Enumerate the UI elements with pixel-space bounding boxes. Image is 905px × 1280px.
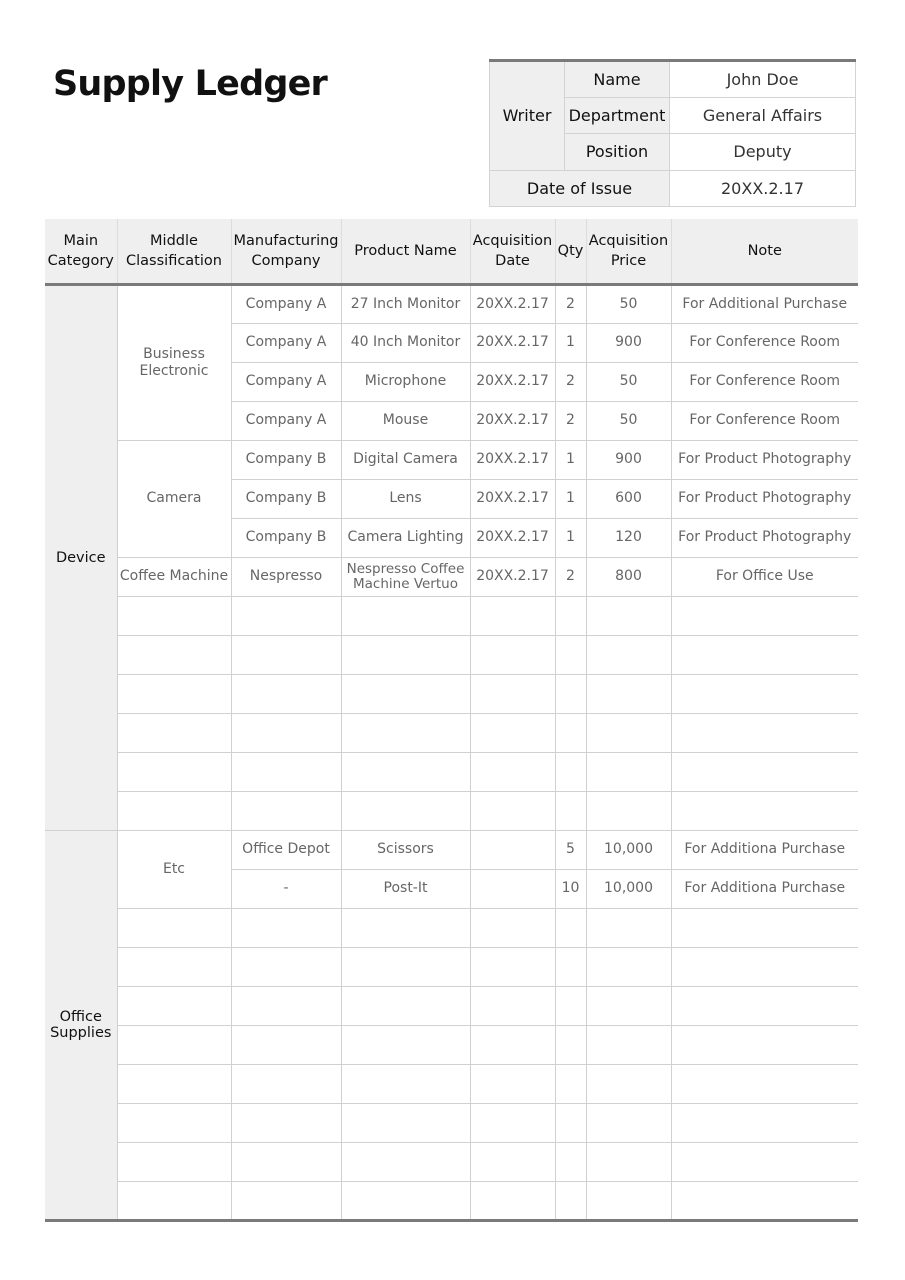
cell-company[interactable]: Company A: [231, 323, 341, 362]
empty-row: [45, 1142, 858, 1181]
empty-cell[interactable]: [231, 635, 341, 674]
empty-cell[interactable]: [470, 1181, 555, 1220]
empty-row: [45, 1025, 858, 1064]
table-row: [45, 830, 858, 869]
header-main-category: Main Category: [45, 219, 117, 284]
empty-cell[interactable]: [231, 1103, 341, 1142]
cell-product[interactable]: 27 Inch Monitor: [341, 284, 470, 323]
empty-cell[interactable]: [555, 1064, 586, 1103]
cell-note[interactable]: For Additiona Purchase: [671, 869, 858, 908]
writer-label: Writer: [490, 61, 565, 171]
name-value[interactable]: John Doe: [670, 61, 856, 98]
empty-cell[interactable]: [671, 1025, 858, 1064]
empty-row: [45, 1181, 858, 1220]
cell-qty[interactable]: 1: [555, 440, 586, 479]
empty-cell[interactable]: [341, 791, 470, 830]
empty-cell[interactable]: [586, 791, 671, 830]
table-row: [45, 440, 858, 479]
writer-info-table: [489, 59, 856, 207]
cell-note[interactable]: For Conference Room: [671, 323, 858, 362]
empty-row: [45, 596, 858, 635]
empty-cell[interactable]: [671, 713, 858, 752]
empty-cell[interactable]: [470, 1025, 555, 1064]
empty-cell[interactable]: [671, 791, 858, 830]
empty-cell[interactable]: [671, 908, 858, 947]
cell-note[interactable]: For Product Photography: [671, 440, 858, 479]
empty-cell[interactable]: [341, 908, 470, 947]
empty-cell[interactable]: [586, 1103, 671, 1142]
cell-company[interactable]: Office Depot: [231, 830, 341, 869]
middle-business-electronic: Business Electronic: [117, 284, 231, 440]
empty-cell[interactable]: [586, 752, 671, 791]
empty-cell[interactable]: [586, 596, 671, 635]
cell-product[interactable]: Digital Camera: [341, 440, 470, 479]
empty-cell[interactable]: [555, 947, 586, 986]
empty-cell[interactable]: [470, 1142, 555, 1181]
cell-date[interactable]: 20XX.2.17: [470, 323, 555, 362]
department-label: Department: [565, 97, 670, 134]
header-middle-classification: Middle Classification: [117, 219, 231, 284]
cell-date[interactable]: 20XX.2.17: [470, 479, 555, 518]
empty-cell[interactable]: [586, 713, 671, 752]
cell-product[interactable]: Mouse: [341, 401, 470, 440]
empty-cell[interactable]: [586, 908, 671, 947]
middle-etc: Etc: [117, 830, 231, 908]
cell-price[interactable]: 120: [586, 518, 671, 557]
empty-cell[interactable]: [586, 986, 671, 1025]
cell-product[interactable]: Lens: [341, 479, 470, 518]
empty-cell[interactable]: [555, 713, 586, 752]
empty-cell[interactable]: [117, 908, 231, 947]
page-title: Supply Ledger: [53, 64, 327, 104]
empty-cell[interactable]: [341, 1181, 470, 1220]
empty-cell[interactable]: [341, 1064, 470, 1103]
empty-cell[interactable]: [586, 1142, 671, 1181]
empty-cell[interactable]: [555, 791, 586, 830]
empty-cell[interactable]: [671, 596, 858, 635]
cell-qty[interactable]: 1: [555, 518, 586, 557]
table-row: [45, 557, 858, 596]
cell-price[interactable]: 10,000: [586, 869, 671, 908]
cell-date[interactable]: 20XX.2.17: [470, 440, 555, 479]
main-category-office-supplies: Office Supplies: [45, 830, 117, 1220]
empty-cell[interactable]: [555, 1103, 586, 1142]
cell-price[interactable]: 900: [586, 440, 671, 479]
empty-row: [45, 1064, 858, 1103]
date-of-issue-value[interactable]: 20XX.2.17: [670, 170, 856, 207]
empty-cell[interactable]: [341, 674, 470, 713]
empty-cell[interactable]: [117, 1142, 231, 1181]
empty-cell[interactable]: [555, 1181, 586, 1220]
name-label: Name: [565, 61, 670, 98]
cell-product[interactable]: Post-It: [341, 869, 470, 908]
empty-cell[interactable]: [470, 713, 555, 752]
empty-cell[interactable]: [231, 986, 341, 1025]
cell-note[interactable]: For Additiona Purchase: [671, 830, 858, 869]
empty-cell[interactable]: [555, 1142, 586, 1181]
empty-cell[interactable]: [470, 674, 555, 713]
cell-qty[interactable]: 10: [555, 869, 586, 908]
empty-cell[interactable]: [470, 791, 555, 830]
empty-cell[interactable]: [341, 1103, 470, 1142]
header-note: Note: [671, 219, 858, 284]
cell-date[interactable]: 20XX.2.17: [470, 401, 555, 440]
empty-row: [45, 1103, 858, 1142]
cell-note[interactable]: For Product Photography: [671, 518, 858, 557]
empty-cell[interactable]: [117, 986, 231, 1025]
main-category-device: Device: [45, 284, 117, 830]
middle-coffee-machine: Coffee Machine: [117, 557, 231, 596]
cell-price[interactable]: 50: [586, 401, 671, 440]
header-acquisition-price: Acquisition Price: [586, 219, 671, 284]
empty-cell[interactable]: [671, 947, 858, 986]
empty-cell[interactable]: [341, 713, 470, 752]
empty-cell[interactable]: [671, 1064, 858, 1103]
table-row: [45, 284, 858, 323]
cell-company[interactable]: -: [231, 869, 341, 908]
cell-qty[interactable]: 2: [555, 557, 586, 596]
cell-qty[interactable]: 2: [555, 401, 586, 440]
cell-note[interactable]: For Conference Room: [671, 362, 858, 401]
empty-cell[interactable]: [586, 674, 671, 713]
cell-date[interactable]: [470, 869, 555, 908]
empty-cell[interactable]: [470, 1103, 555, 1142]
empty-cell[interactable]: [341, 986, 470, 1025]
empty-cell[interactable]: [671, 1181, 858, 1220]
empty-cell[interactable]: [117, 596, 231, 635]
empty-cell[interactable]: [671, 674, 858, 713]
cell-product[interactable]: 40 Inch Monitor: [341, 323, 470, 362]
empty-cell[interactable]: [671, 1103, 858, 1142]
empty-cell[interactable]: [470, 596, 555, 635]
empty-cell[interactable]: [671, 635, 858, 674]
empty-cell[interactable]: [341, 1025, 470, 1064]
cell-date[interactable]: 20XX.2.17: [470, 362, 555, 401]
empty-cell[interactable]: [231, 1064, 341, 1103]
empty-cell[interactable]: [117, 1064, 231, 1103]
cell-date[interactable]: 20XX.2.17: [470, 518, 555, 557]
empty-cell[interactable]: [231, 713, 341, 752]
department-value[interactable]: General Affairs: [670, 97, 856, 134]
header-row: [45, 219, 858, 284]
empty-cell[interactable]: [671, 986, 858, 1025]
empty-row: [45, 908, 858, 947]
cell-date[interactable]: 20XX.2.17: [470, 557, 555, 596]
cell-date[interactable]: 20XX.2.17: [470, 284, 555, 323]
cell-qty[interactable]: 2: [555, 284, 586, 323]
cell-product[interactable]: Nespresso Coffee Machine Vertuo: [341, 557, 470, 596]
cell-price[interactable]: 600: [586, 479, 671, 518]
empty-cell[interactable]: [341, 752, 470, 791]
empty-cell[interactable]: [555, 986, 586, 1025]
empty-cell[interactable]: [117, 674, 231, 713]
empty-cell[interactable]: [231, 1025, 341, 1064]
header-acquisition-date: Acquisition Date: [470, 219, 555, 284]
empty-row: [45, 986, 858, 1025]
cell-qty[interactable]: 1: [555, 323, 586, 362]
empty-cell[interactable]: [470, 908, 555, 947]
empty-cell[interactable]: [117, 1025, 231, 1064]
position-label: Position: [565, 134, 670, 171]
cell-note[interactable]: For Additional Purchase: [671, 284, 858, 323]
empty-cell[interactable]: [117, 1103, 231, 1142]
empty-row: [45, 752, 858, 791]
empty-cell[interactable]: [470, 947, 555, 986]
header-manufacturing-company: Manufacturing Company: [231, 219, 341, 284]
cell-product[interactable]: Scissors: [341, 830, 470, 869]
empty-cell[interactable]: [117, 635, 231, 674]
cell-company[interactable]: Company B: [231, 440, 341, 479]
empty-row: [45, 674, 858, 713]
empty-cell[interactable]: [555, 1025, 586, 1064]
cell-company[interactable]: Company A: [231, 284, 341, 323]
empty-cell[interactable]: [671, 752, 858, 791]
cell-note[interactable]: For Product Photography: [671, 479, 858, 518]
empty-cell[interactable]: [586, 635, 671, 674]
cell-qty[interactable]: 1: [555, 479, 586, 518]
cell-product[interactable]: Camera Lighting: [341, 518, 470, 557]
cell-note[interactable]: For Conference Room: [671, 401, 858, 440]
empty-row: [45, 947, 858, 986]
empty-cell[interactable]: [231, 752, 341, 791]
empty-row: [45, 713, 858, 752]
empty-row: [45, 635, 858, 674]
empty-cell[interactable]: [470, 986, 555, 1025]
empty-cell[interactable]: [586, 1181, 671, 1220]
empty-cell[interactable]: [671, 1142, 858, 1181]
cell-company[interactable]: Nespresso: [231, 557, 341, 596]
empty-cell[interactable]: [586, 1025, 671, 1064]
empty-cell[interactable]: [470, 1064, 555, 1103]
cell-company[interactable]: Company A: [231, 362, 341, 401]
empty-cell[interactable]: [231, 1181, 341, 1220]
empty-cell[interactable]: [117, 947, 231, 986]
cell-date[interactable]: [470, 830, 555, 869]
cell-company[interactable]: Company B: [231, 479, 341, 518]
empty-cell[interactable]: [117, 791, 231, 830]
empty-cell[interactable]: [555, 752, 586, 791]
empty-row: [45, 791, 858, 830]
empty-cell[interactable]: [555, 635, 586, 674]
cell-price[interactable]: 50: [586, 284, 671, 323]
empty-cell[interactable]: [231, 596, 341, 635]
cell-qty[interactable]: 2: [555, 362, 586, 401]
header-qty: Qty: [555, 219, 586, 284]
supply-ledger-table: [45, 219, 858, 1222]
empty-cell[interactable]: [555, 674, 586, 713]
empty-cell[interactable]: [231, 908, 341, 947]
cell-price[interactable]: 900: [586, 323, 671, 362]
cell-price[interactable]: 10,000: [586, 830, 671, 869]
empty-cell[interactable]: [341, 596, 470, 635]
empty-cell[interactable]: [470, 635, 555, 674]
empty-cell[interactable]: [470, 752, 555, 791]
empty-cell[interactable]: [586, 947, 671, 986]
date-of-issue-label: Date of Issue: [490, 170, 670, 207]
empty-cell[interactable]: [117, 713, 231, 752]
cell-qty[interactable]: 5: [555, 830, 586, 869]
empty-cell[interactable]: [586, 1064, 671, 1103]
cell-price[interactable]: 800: [586, 557, 671, 596]
position-value[interactable]: Deputy: [670, 134, 856, 171]
cell-product[interactable]: Microphone: [341, 362, 470, 401]
empty-cell[interactable]: [231, 791, 341, 830]
cell-company[interactable]: Company B: [231, 518, 341, 557]
cell-price[interactable]: 50: [586, 362, 671, 401]
middle-camera: Camera: [117, 440, 231, 557]
empty-cell[interactable]: [341, 635, 470, 674]
cell-note[interactable]: For Office Use: [671, 557, 858, 596]
empty-cell[interactable]: [231, 1142, 341, 1181]
empty-cell[interactable]: [117, 752, 231, 791]
empty-cell[interactable]: [555, 596, 586, 635]
empty-cell[interactable]: [231, 674, 341, 713]
empty-cell[interactable]: [231, 947, 341, 986]
empty-cell[interactable]: [341, 1142, 470, 1181]
empty-cell[interactable]: [341, 947, 470, 986]
empty-cell[interactable]: [555, 908, 586, 947]
cell-company[interactable]: Company A: [231, 401, 341, 440]
empty-cell[interactable]: [117, 1181, 231, 1220]
header-product-name: Product Name: [341, 219, 470, 284]
